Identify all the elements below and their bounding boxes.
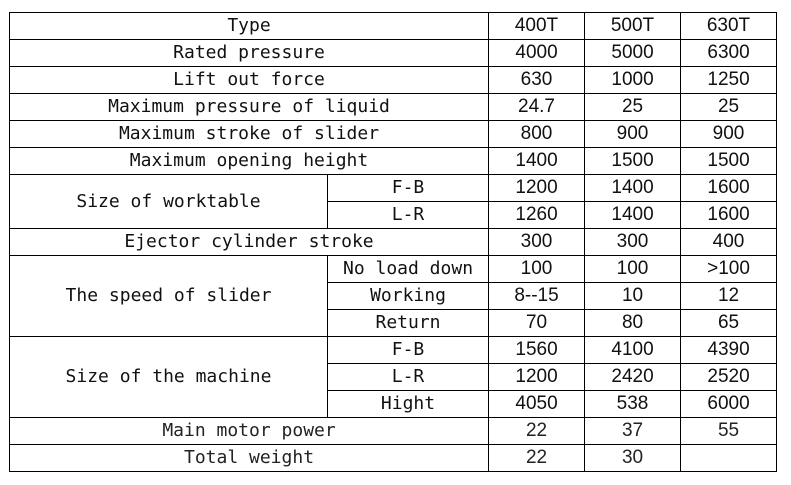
- cell-400t: 1400: [489, 148, 585, 175]
- cell-500t: 1500: [585, 148, 681, 175]
- table-row: [10, 229, 777, 256]
- cell-630t: 1250: [681, 67, 777, 94]
- table-row: [10, 256, 777, 283]
- row-label: Main motor power: [10, 418, 489, 445]
- group-label: The speed of slider: [10, 256, 328, 337]
- cell-400t: 800: [489, 121, 585, 148]
- group-label: Size of the machine: [10, 337, 328, 418]
- cell-400t: 630: [489, 67, 585, 94]
- header-400t: 400T: [489, 13, 585, 40]
- cell-500t: 1400: [585, 175, 681, 202]
- row-label: Total weight: [10, 445, 489, 472]
- cell-400t: 1200: [489, 364, 585, 391]
- sub-label: No load down: [328, 256, 489, 283]
- group-label: Size of worktable: [10, 175, 328, 229]
- cell-400t: 22: [489, 418, 585, 445]
- cell-400t: 70: [489, 310, 585, 337]
- table-row: [10, 121, 777, 148]
- cell-630t: 2520: [681, 364, 777, 391]
- sub-label: Working: [328, 283, 489, 310]
- table-row: [10, 94, 777, 121]
- cell-630t: 6300: [681, 40, 777, 67]
- cell-500t: 25: [585, 94, 681, 121]
- table-row: [10, 148, 777, 175]
- cell-630t: >100: [681, 256, 777, 283]
- cell-400t: 1260: [489, 202, 585, 229]
- cell-500t: 37: [585, 418, 681, 445]
- cell-400t: 100: [489, 256, 585, 283]
- cell-630t: 1500: [681, 148, 777, 175]
- cell-630t: 6000: [681, 391, 777, 418]
- cell-630t: 1600: [681, 202, 777, 229]
- cell-500t: 300: [585, 229, 681, 256]
- sub-label: Return: [328, 310, 489, 337]
- cell-630t: 4390: [681, 337, 777, 364]
- table-row: [10, 40, 777, 67]
- sub-label: F-B: [328, 175, 489, 202]
- row-label: Maximum pressure of liquid: [10, 94, 489, 121]
- cell-630t: 55: [681, 418, 777, 445]
- cell-500t: 538: [585, 391, 681, 418]
- cell-400t: 8--15: [489, 283, 585, 310]
- row-label: Maximum opening height: [10, 148, 489, 175]
- header-type: Type: [10, 13, 489, 40]
- cell-400t: 22: [489, 445, 585, 472]
- cell-500t: 5000: [585, 40, 681, 67]
- cell-630t: [681, 445, 777, 472]
- specification-table: [9, 12, 777, 472]
- cell-400t: 1560: [489, 337, 585, 364]
- cell-630t: 25: [681, 94, 777, 121]
- sub-label: L-R: [328, 202, 489, 229]
- cell-500t: 2420: [585, 364, 681, 391]
- table-row: [10, 175, 777, 202]
- cell-500t: 80: [585, 310, 681, 337]
- header-row: [10, 13, 777, 40]
- sub-label: Hight: [328, 391, 489, 418]
- sub-label: L-R: [328, 364, 489, 391]
- row-label: Maximum stroke of slider: [10, 121, 489, 148]
- cell-500t: 4100: [585, 337, 681, 364]
- table-row: [10, 67, 777, 94]
- cell-500t: 1400: [585, 202, 681, 229]
- row-label: Lift out force: [10, 67, 489, 94]
- table-row: [10, 337, 777, 364]
- cell-500t: 100: [585, 256, 681, 283]
- header-630t: 630T: [681, 13, 777, 40]
- cell-500t: 30: [585, 445, 681, 472]
- cell-630t: 12: [681, 283, 777, 310]
- cell-400t: 1200: [489, 175, 585, 202]
- cell-500t: 900: [585, 121, 681, 148]
- cell-500t: 1000: [585, 67, 681, 94]
- table-row: [10, 445, 777, 472]
- row-label: Rated pressure: [10, 40, 489, 67]
- cell-630t: 900: [681, 121, 777, 148]
- sub-label: F-B: [328, 337, 489, 364]
- cell-400t: 24.7: [489, 94, 585, 121]
- cell-400t: 4050: [489, 391, 585, 418]
- cell-630t: 400: [681, 229, 777, 256]
- cell-630t: 65: [681, 310, 777, 337]
- table-row: [10, 418, 777, 445]
- row-label: Ejector cylinder stroke: [10, 229, 489, 256]
- cell-400t: 4000: [489, 40, 585, 67]
- cell-500t: 10: [585, 283, 681, 310]
- cell-630t: 1600: [681, 175, 777, 202]
- cell-400t: 300: [489, 229, 585, 256]
- header-500t: 500T: [585, 13, 681, 40]
